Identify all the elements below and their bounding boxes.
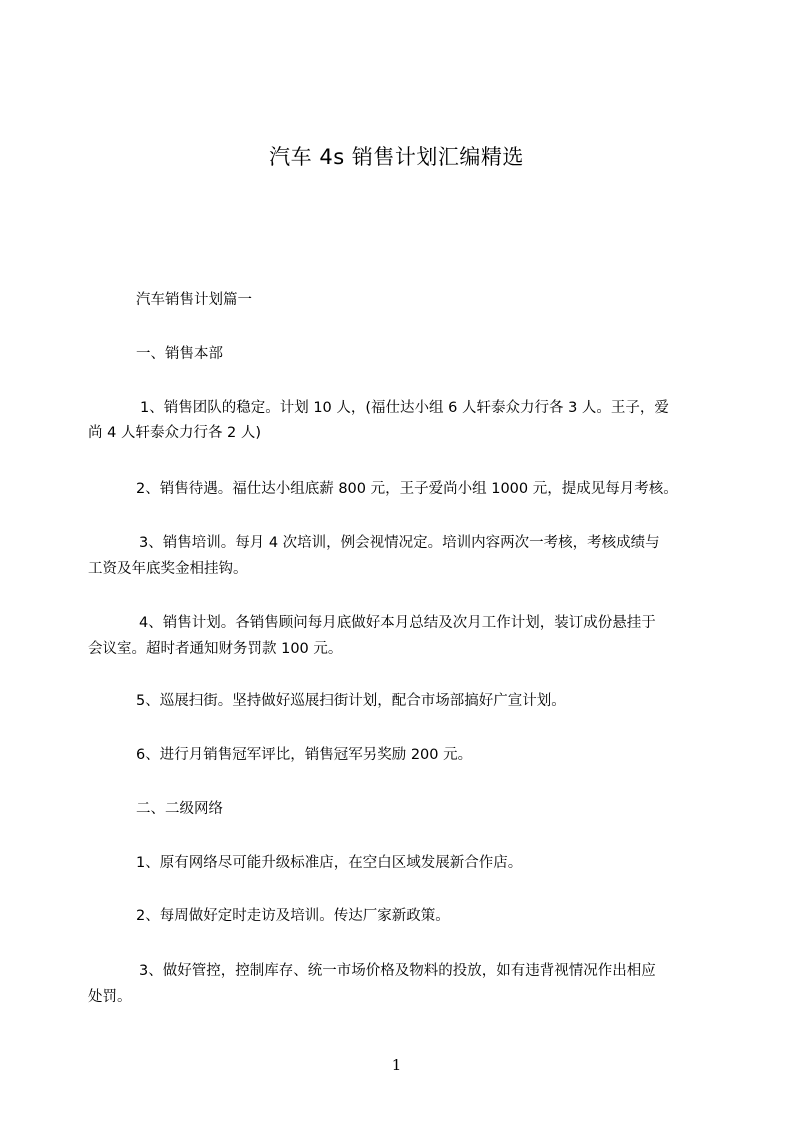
paragraph-network-upgrade: 1、原有网络尽可能升级标准店，在空白区域发展新合作店。 (136, 855, 523, 871)
paragraph-sales-training: 3、销售培训。每月 4 次培训，例会视情况定。培训内容两次一考核，考核成绩与 (139, 535, 660, 551)
paragraph-roadshow: 5、巡展扫街。坚持做好巡展扫街计划，配合市场部搞好广宣计划。 (136, 693, 566, 709)
paragraph-team-stability: 1、销售团队的稳定。计划 10 人，(福仕达小组 6 人轩泰众力行各 3 人。王子，爱 (140, 400, 669, 416)
paragraph-control-cont: 处罚。 (88, 989, 132, 1005)
paragraph-sales-training-cont: 工资及年底奖金相挂钩。 (88, 561, 248, 577)
section-heading-secondary-network: 二、二级网络 (136, 801, 223, 817)
paragraph-control: 3、做好管控，控制库存、统一市场价格及物料的投放，如有违背视情况作出相应 (139, 963, 656, 979)
paragraph-sales-champion: 6、进行月销售冠军评比，销售冠军另奖励 200 元。 (136, 747, 473, 763)
section-heading-sales-department: 一、销售本部 (136, 346, 223, 362)
paragraph-sales-plan-cont: 会议室。超时者通知财务罚款 100 元。 (88, 641, 343, 657)
paragraph-sales-compensation: 2、销售待遇。福仕达小组底薪 800 元，王子爱尚小组 1000 元，提成见每月考核。 (136, 481, 678, 497)
section-heading-plan-part-one: 汽车销售计划篇一 (136, 292, 252, 308)
paragraph-sales-plan: 4、销售计划。各销售顾问每月底做好本月总结及次月工作计划，装订成份悬挂于 (139, 615, 656, 631)
page-number: 1 (391, 1056, 402, 1074)
paragraph-weekly-visits: 2、每周做好定时走访及培训。传达厂家新政策。 (136, 908, 450, 924)
paragraph-team-stability-cont: 尚 4 人轩泰众力行各 2 人) (88, 425, 262, 441)
document-title: 汽车 4s 销售计划汇编精选 (269, 145, 524, 169)
